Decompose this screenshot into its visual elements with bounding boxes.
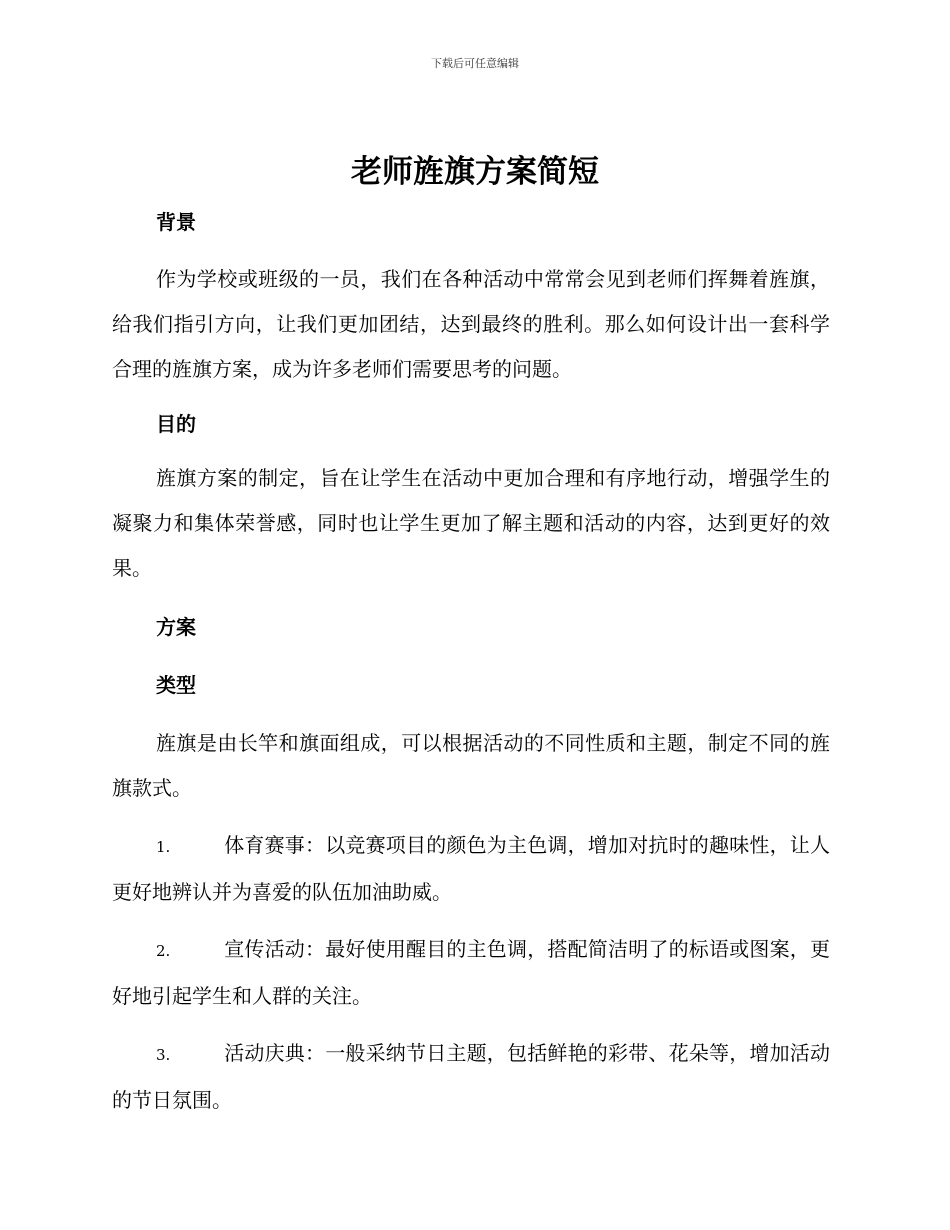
document-title: 老师旌旗方案简短 xyxy=(351,154,599,190)
section-heading-background: 背景 xyxy=(156,210,196,234)
list-item-number: 2. xyxy=(156,942,171,960)
list-item-text: 活动庆典：一般采纳节日主题，包括鲜艳的彩带、花朵等，增加活动的节日氛围。 xyxy=(112,1041,830,1112)
page-header: 下载后可任意编辑 xyxy=(431,57,519,70)
list-item-number: 1. xyxy=(156,838,171,856)
section-paragraph-purpose: 旌旗方案的制定，旨在让学生在活动中更加合理和有序地行动，增强学生的凝聚力和集体荣誉感，同时也让学生更加了解主题和活动的内容，达到更好的效果。 xyxy=(112,466,830,580)
section-heading-type: 类型 xyxy=(156,673,196,697)
list-item-text: 体育赛事：以竞赛项目的颜色为主色调，增加对抗时的趣味性，让人更好地辨认并为喜爱的队伍加油助威。 xyxy=(112,833,830,904)
section-heading-plan: 方案 xyxy=(156,615,196,639)
list-item-text: 宣传活动：最好使用醒目的主色调，搭配简洁明了的标语或图案，更好地引起学生和人群的关注。 xyxy=(112,937,830,1008)
list-item xyxy=(112,1031,830,1123)
document-body xyxy=(112,202,830,1123)
section-paragraph-type: 旌旗是由长竿和旗面组成，可以根据活动的不同性质和主题，制定不同的旌旗款式。 xyxy=(112,731,830,800)
list-item-number: 3. xyxy=(156,1046,171,1064)
section-heading-purpose: 目的 xyxy=(156,412,196,436)
section-paragraph-background: 作为学校或班级的一员，我们在各种活动中常常会见到老师们挥舞着旌旗，给我们指引方向，让我们更加团结，达到最终的胜利。那么如何设计出一套科学合理的旌旗方案，成为许多老师们需要思考的问题。 xyxy=(112,267,830,381)
list-item xyxy=(112,927,830,1019)
list-item xyxy=(112,823,830,915)
